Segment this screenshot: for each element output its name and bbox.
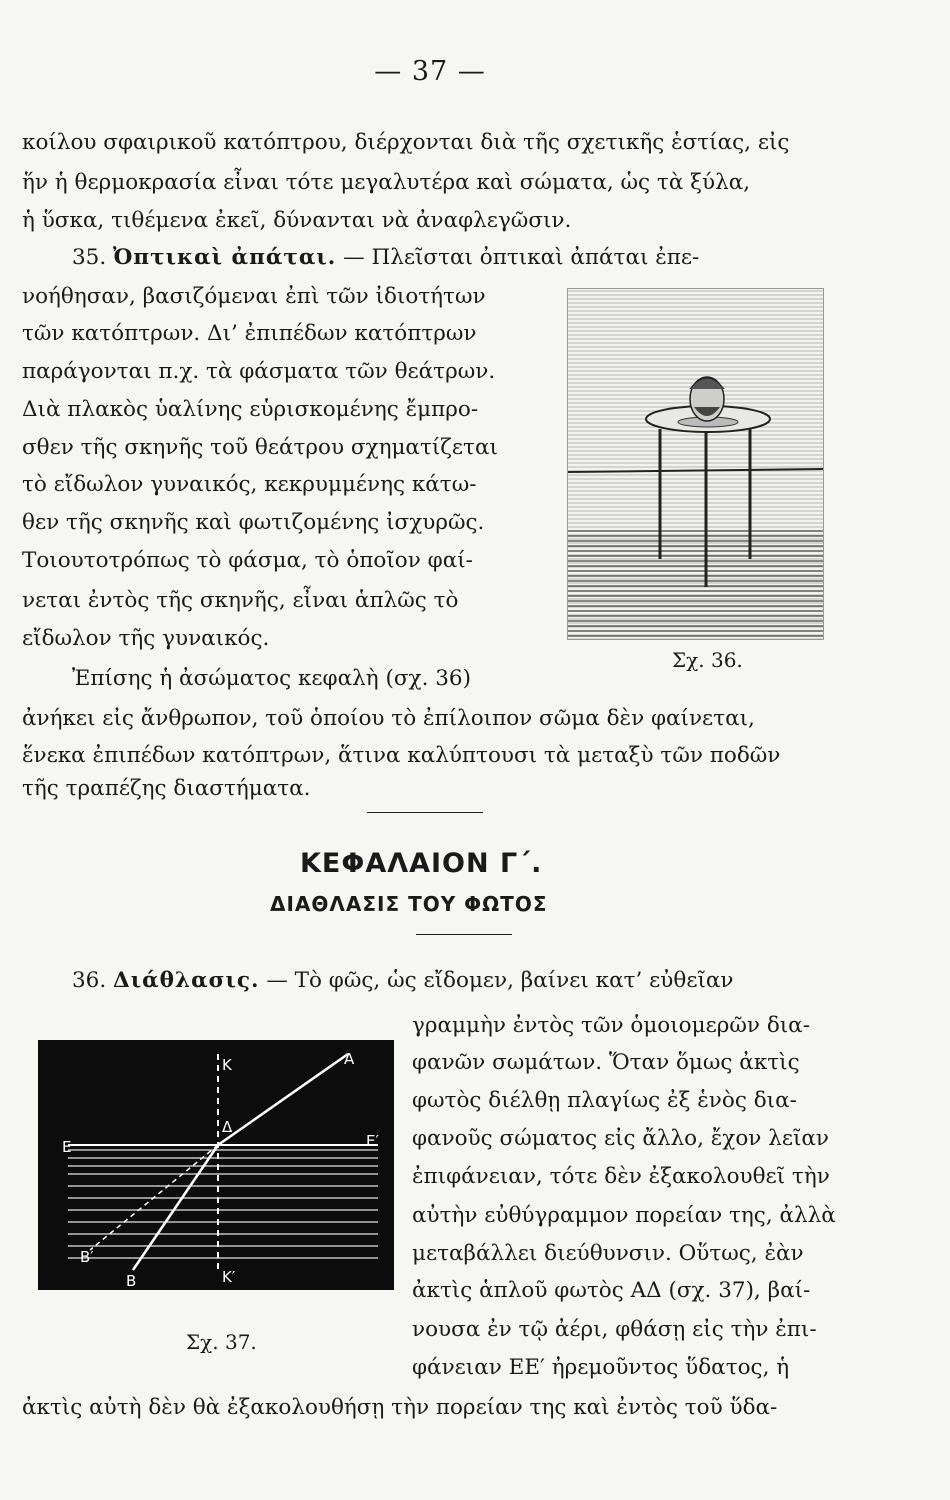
- floating-head-drawing: [568, 289, 823, 639]
- chapter-subtitle: ΔΙΑΘΛΑΣΙΣ ΤΟΥ ΦΩΤΟΣ: [270, 892, 548, 916]
- text-line: φανοῦς σώματος εἰς ἄλλο, ἔχον λεῖαν: [412, 1126, 829, 1151]
- text-line: νεται ἐντὸς τῆς σκηνῆς, εἶναι ἁπλῶς τὸ: [22, 588, 459, 613]
- chapter-title: ΚΕΦΑΛΑΙΟΝ Γ΄.: [300, 848, 543, 879]
- text-line: ἀνήκει εἰς ἄνθρωπον, τοῦ ὁποίου τὸ ἐπίλοιπον σῶμα δὲν φαίνεται,: [22, 706, 755, 731]
- label-B-prime: B′: [80, 1248, 94, 1266]
- text-line: Τοιουτοτρόπως τὸ φάσμα, τὸ ὁποῖον φαί-: [22, 548, 473, 573]
- text-line: θεν τῆς σκηνῆς καὶ φωτιζομένης ἰσχυρῶς.: [22, 510, 485, 535]
- text-line: ἕνεκα ἐπιπέδων κατόπτρων, ἅτινα καλύπτουσι τὰ μεταξὺ τῶν ποδῶν: [22, 743, 781, 768]
- text-line: φανῶν σωμάτων. Ὅταν ὅμως ἀκτὶς: [412, 1050, 800, 1075]
- label-K: K: [222, 1056, 232, 1074]
- divider: [416, 934, 512, 935]
- label-E-prime: E′: [366, 1132, 379, 1150]
- section-number: 36.: [72, 968, 107, 993]
- text-line: τῶν κατόπτρων. Δι’ ἐπιπέδων κατόπτρων: [22, 321, 477, 346]
- text-line: φωτὸς διέλθῃ πλαγίως ἐξ ἑνὸς δια-: [412, 1088, 797, 1113]
- section-heading: Διάθλασις.: [113, 968, 260, 993]
- text-line: παράγονται π.χ. τὰ φάσματα τῶν θεάτρων.: [22, 359, 496, 384]
- text-line: ἐπιφάνειαν, τότε δὲν ἐξακολουθεῖ τὴν: [412, 1164, 830, 1189]
- divider: [367, 812, 483, 813]
- label-A: A: [344, 1050, 355, 1068]
- section-35-first-line: [72, 247, 699, 269]
- refraction-drawing: [38, 1040, 394, 1290]
- text-line: μεταβάλλει διεύθυνσιν. Οὕτως, ἐὰν: [412, 1241, 804, 1266]
- section-text: — Πλεῖσται ὀπτικαὶ ἀπάται ἐπε-: [343, 245, 700, 270]
- text-line: εἴδωλον τῆς γυναικός.: [22, 626, 270, 651]
- text-line: νουσα ἐν τῷ ἀέρι, φθάσῃ εἰς τὴν ἐπι-: [412, 1317, 817, 1342]
- text-line: κοίλου σφαιρικοῦ κατόπτρου, διέρχονται διὰ τῆς σχετικῆς ἑστίας, εἰς: [22, 130, 790, 155]
- section-36-first-line: [72, 970, 733, 992]
- text-line: τῆς τραπέζης διαστήματα.: [22, 776, 311, 801]
- figure-37-caption: Σχ. 37.: [186, 1330, 257, 1354]
- section-number: 35.: [72, 245, 107, 270]
- text-line: Ἐπίσης ἡ ἀσώματος κεφαλὴ (σχ. 36): [72, 666, 471, 691]
- section-heading: Ὀπτικαὶ ἀπάται.: [113, 245, 337, 270]
- text-line: ἀκτὶς ἁπλοῦ φωτὸς ΑΔ (σχ. 37), βαί-: [412, 1278, 811, 1303]
- text-line: νοήθησαν, βασιζόμεναι ἐπὶ τῶν ἰδιοτήτων: [22, 284, 486, 309]
- text-line: τὸ εἴδωλον γυναικός, κεκρυμμένης κάτω-: [22, 472, 477, 497]
- text-line: γραμμὴν ἐντὸς τῶν ὁμοιομερῶν δια-: [412, 1013, 810, 1038]
- text-line: ἥν ἡ θερμοκρασία εἶναι τότε μεγαλυτέρα καὶ σώματα, ὡς τὰ ξύλα,: [22, 170, 751, 195]
- text-line: φάνειαν ΕΕ′ ἠρεμοῦντος ὕδατος, ἡ: [412, 1355, 790, 1380]
- section-text: — Τὸ φῶς, ὡς εἴδομεν, βαίνει κατ’ εὐθεῖαν: [266, 968, 734, 993]
- text-line: Διὰ πλακὸς ὑαλίνης εὑρισκομένης ἔμπρο-: [22, 397, 479, 422]
- text-line: αὐτὴν εὐθύγραμμον πορείαν της, ἀλλὰ: [412, 1203, 836, 1228]
- figure-36-illustration: [567, 288, 824, 640]
- figure-36-caption: Σχ. 36.: [672, 648, 743, 672]
- figure-37-refraction-diagram: [38, 1040, 394, 1290]
- label-K-prime: K′: [222, 1268, 236, 1286]
- text-line: ἀκτὶς αὐτὴ δὲν θὰ ἐξακολουθήσῃ τὴν πορείαν της καὶ ἐντὸς τοῦ ὕδα-: [22, 1395, 778, 1420]
- label-B: B: [126, 1272, 137, 1290]
- label-Delta: Δ: [222, 1118, 233, 1136]
- page-number: — 37 —: [374, 56, 486, 87]
- label-E: E: [62, 1138, 72, 1156]
- text-line: σθεν τῆς σκηνῆς τοῦ θεάτρου σχηματίζεται: [22, 435, 498, 460]
- text-line: ἡ ὕσκα, τιθέμενα ἐκεῖ, δύνανται νὰ ἀναφλεγῶσιν.: [22, 208, 572, 233]
